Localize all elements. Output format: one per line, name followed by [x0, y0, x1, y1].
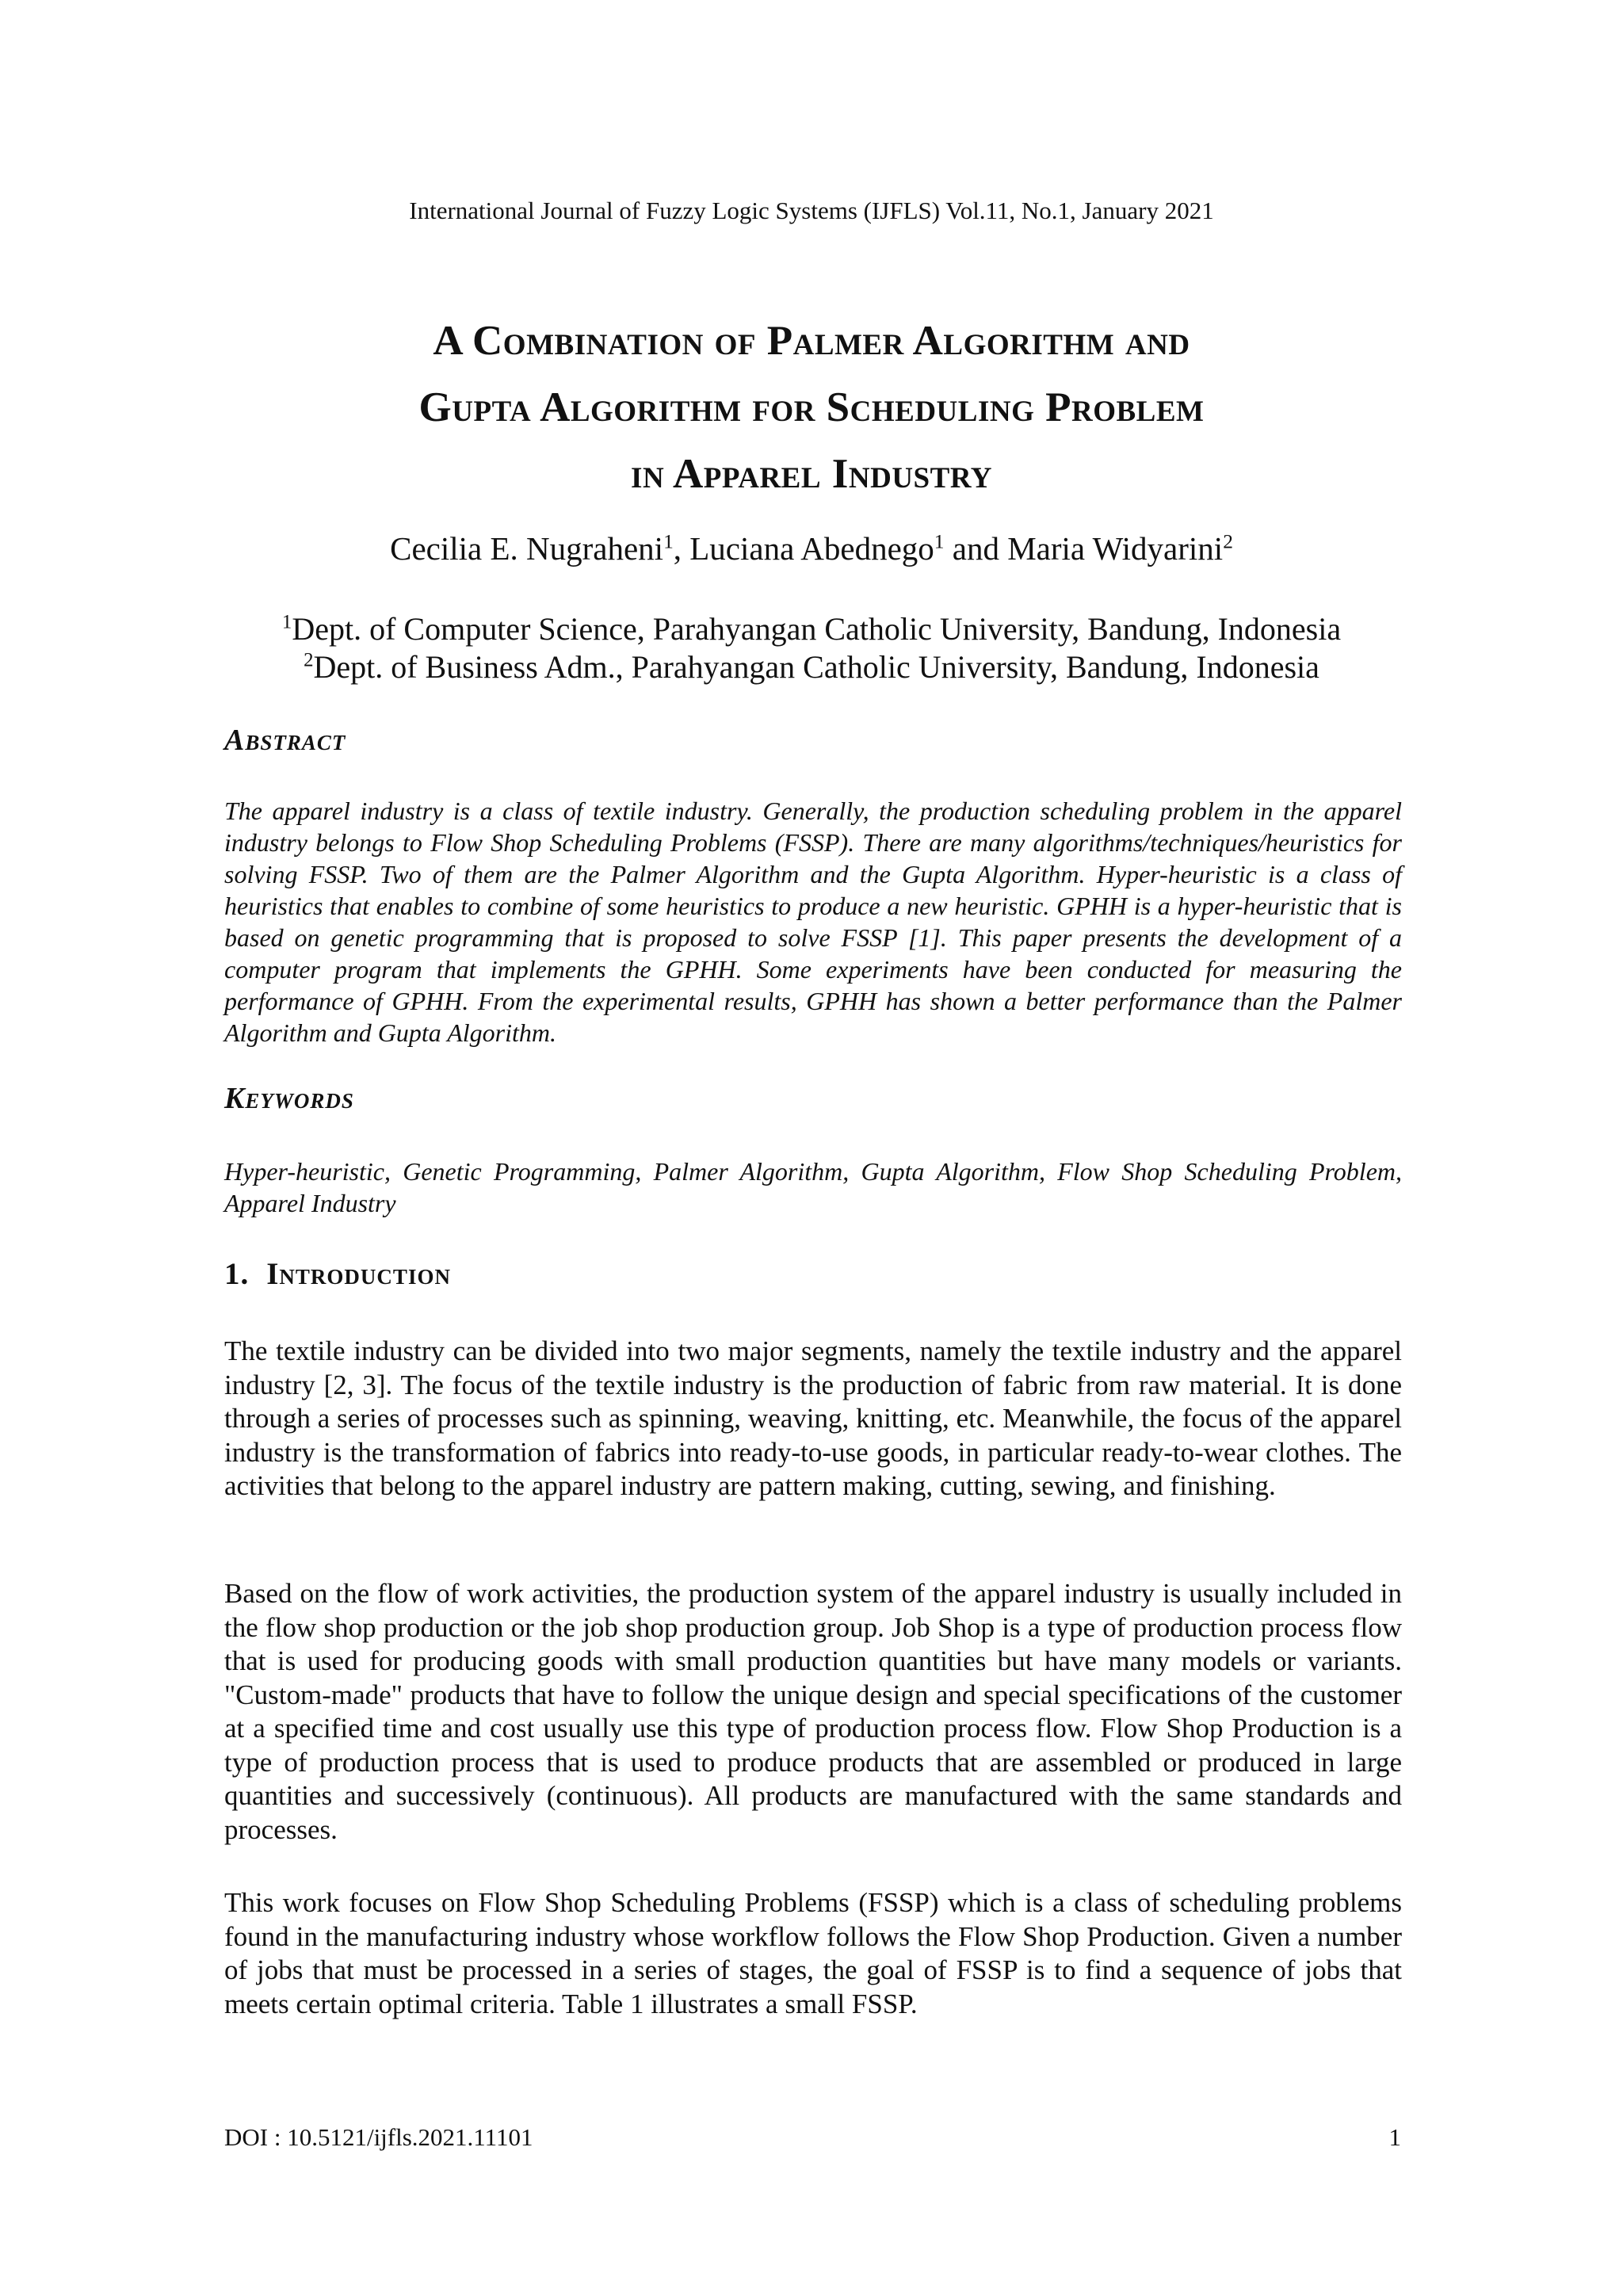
affiliation	[0, 610, 1623, 648]
author-affiliation-mark: 1	[934, 530, 945, 553]
abstract-heading: Abstract	[224, 724, 346, 757]
keywords-heading: Keywords	[224, 1082, 354, 1115]
title-line: in Apparel Industry	[631, 451, 992, 497]
affiliation	[0, 648, 1623, 686]
author-separator: ,	[673, 530, 690, 567]
author-name: Maria Widyarini	[1007, 530, 1224, 567]
title-line: A Combination of Palmer Algorithm and	[433, 318, 1190, 364]
author-list	[0, 529, 1623, 567]
body-paragraph: This work focuses on Flow Shop Scheduling Problems (FSSP) which is a class of scheduling problems found in the manufacturing industry whose workflow follows the Flow Shop Production. Given a number of jobs that must be processed in a series of stages, the goal of FSSP is to find a sequence of jobs that meets certain optimal criteria. Table 1 illustrates a small FSSP.	[224, 1887, 1402, 2019]
keywords-text: Hyper-heuristic, Genetic Programming, Palmer Algorithm, Gupta Algorithm, Flow Shop Scheduling Problem, Apparel Industry	[224, 1157, 1402, 1217]
body-paragraph: The textile industry can be divided into two major segments, namely the textile industry and the apparel industry [2, 3]. The focus of the textile industry is the production of fabric from raw material. It is done through a series of processes such as spinning, weaving, knitting, etc. Meanwhile, the focus of the apparel industry is the transformation of fabrics into ready-to-use goods, in particular ready-to-wear clothes. The activities that belong to the apparel industry are pattern making, cutting, sewing, and finishing.	[224, 1335, 1402, 1501]
page-number: 1	[1388, 2123, 1401, 2151]
author-affiliation-mark: 1	[663, 530, 674, 553]
paper-title	[158, 308, 1465, 507]
affiliation-mark: 2	[304, 649, 314, 671]
author-separator: and	[944, 530, 1008, 567]
author-affiliation-mark: 2	[1223, 530, 1233, 553]
footer-doi: DOI : 10.5121/ijfls.2021.11101	[224, 2123, 533, 2151]
affiliation-mark: 1	[281, 611, 292, 633]
abstract-text: The apparel industry is a class of textile industry. Generally, the production scheduling problem in the apparel industry belongs to Flow Shop Scheduling Problems (FSSP). There are many algorithms/techniques/heuristics for solving FSSP. Two of them are the Palmer Algorithm and the Gupta Algorithm. Hyper-heuristic is a class of heuristics that enables to combine of some heuristics to produce a new heuristic. GPHH is a hyper-heuristic that is based on genetic programming that is proposed to solve FSSP [1]. This paper presents the development of a computer program that implements the GPHH. Some experiments have been conducted for measuring the performance of GPHH. From the experimental results, GPHH has shown a better performance than the Palmer Algorithm and Gupta Algorithm.	[224, 797, 1402, 1047]
author-name: Luciana Abednego	[689, 530, 934, 567]
running-header: International Journal of Fuzzy Logic Systems (IJFLS) Vol.11, No.1, January 2021	[409, 197, 1214, 224]
section-number: 1.	[224, 1257, 250, 1291]
affiliation-text: Dept. of Business Adm., Parahyangan Catholic University, Bandung, Indonesia	[313, 649, 1319, 685]
section-title: Introduction	[266, 1257, 451, 1291]
author-name: Cecilia E. Nugraheni	[390, 530, 664, 567]
title-line: Gupta Algorithm for Scheduling Problem	[418, 384, 1205, 430]
body-paragraph: Based on the flow of work activities, the production system of the apparel industry is usually included in the flow shop production or the job shop production group. Job Shop is a type of production process flow that is used for producing goods with small production quantities but have many models or variants. "Custom-made" products that have to follow the unique design and special specifications of the customer at a specified time and cost usually use this type of production process flow. Flow Shop Production is a type of production process that is used to produce products that are assembled or produced in large quantities and successively (continuous). All products are manufactured with the same standards and processes.	[224, 1578, 1402, 1845]
section-heading-introduction	[224, 1256, 451, 1292]
affiliation-text: Dept. of Computer Science, Parahyangan Catholic University, Bandung, Indonesia	[292, 611, 1342, 647]
